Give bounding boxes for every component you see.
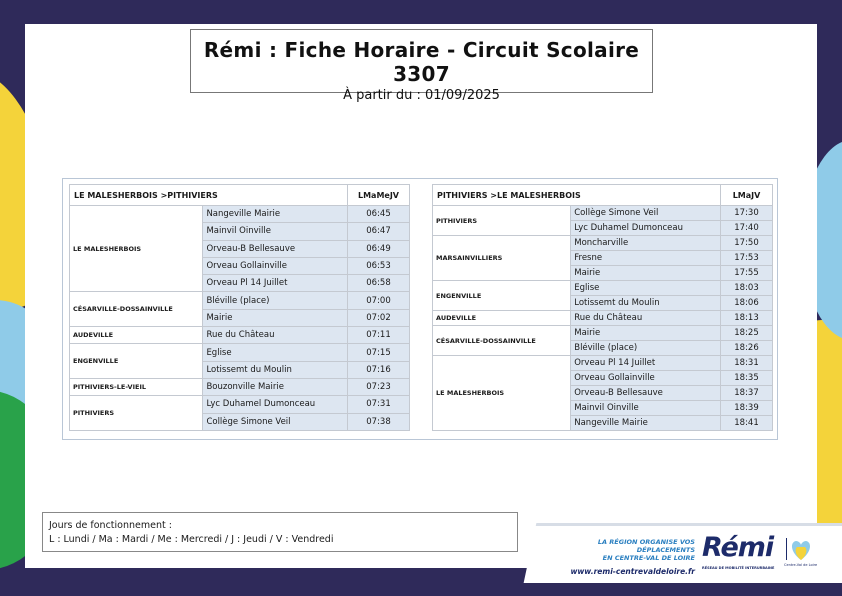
stop-name: Orveau-B Bellesauve <box>571 386 721 401</box>
timetable-body <box>70 206 410 431</box>
departure-time: 17:50 <box>721 236 773 251</box>
timetable-outbound <box>69 184 410 431</box>
table-row <box>433 356 773 371</box>
table-row <box>70 206 410 223</box>
departure-time: 07:23 <box>348 378 410 395</box>
departure-time: 17:30 <box>721 206 773 221</box>
departure-time: 17:53 <box>721 251 773 266</box>
departure-time: 18:03 <box>721 281 773 296</box>
town-name: LE MALESHERBOIS <box>70 206 203 292</box>
stop-name: Mairie <box>571 326 721 341</box>
timetable-return <box>432 184 773 431</box>
stop-name: Orveau Gollainville <box>203 257 348 274</box>
town-name: CÉSARVILLE-DOSSAINVILLE <box>70 292 203 327</box>
stop-name: Mainvil Oinville <box>571 401 721 416</box>
town-name: ENGENVILLE <box>70 344 203 379</box>
table-direction: LE MALESHERBOIS >PITHIVIERS <box>70 185 348 206</box>
departure-time: 07:11 <box>348 327 410 344</box>
town-name: LE MALESHERBOIS <box>433 356 571 431</box>
timetable-body <box>433 206 773 431</box>
departure-time: 18:13 <box>721 311 773 326</box>
departure-time: 18:31 <box>721 356 773 371</box>
table-row <box>70 292 410 309</box>
town-name: AUDEVILLE <box>70 327 203 344</box>
town-name: MARSAINVILLIERS <box>433 236 571 281</box>
legend-text: L : Lundi / Ma : Mardi / Me : Mercredi / J : Jeudi / V : Vendredi <box>49 534 334 545</box>
table-row <box>433 236 773 251</box>
stop-name: Lotissemt du Moulin <box>571 296 721 311</box>
departure-time: 18:39 <box>721 401 773 416</box>
footer-tagline <box>555 538 695 576</box>
stop-name: Eglise <box>203 344 348 361</box>
timetable-sheet <box>25 24 817 568</box>
stop-name: Orveau Gollainville <box>571 371 721 386</box>
town-name: CÉSARVILLE-DOSSAINVILLE <box>433 326 571 356</box>
departure-time: 06:53 <box>348 257 410 274</box>
remi-logo-subtitle: RÉSEAU DE MOBILITÉ INTERURBAINE <box>702 566 775 570</box>
stop-name: Orveau-B Bellesauve <box>203 240 348 257</box>
table-row <box>433 206 773 221</box>
stop-name: Nangeville Mairie <box>571 416 721 431</box>
departure-time: 18:37 <box>721 386 773 401</box>
table-days-header: LMaJV <box>721 185 773 206</box>
stop-name: Collège Simone Veil <box>571 206 721 221</box>
title-box <box>190 29 653 103</box>
departure-time: 07:38 <box>348 413 410 430</box>
town-name: PITHIVIERS-LE-VIEIL <box>70 378 203 395</box>
stop-name: Lotissemt du Moulin <box>203 361 348 378</box>
departure-time: 18:26 <box>721 341 773 356</box>
stop-name: Fresne <box>571 251 721 266</box>
stop-name: Mairie <box>203 309 348 326</box>
departure-time: 07:02 <box>348 309 410 326</box>
stop-name: Orveau Pl 14 Juillet <box>203 275 348 292</box>
region-label: Centre-Val de Loire <box>784 563 818 567</box>
stop-name: Nangeville Mairie <box>203 206 348 223</box>
stop-name: Orveau Pl 14 Juillet <box>571 356 721 371</box>
stop-name: Bléville (place) <box>203 292 348 309</box>
stop-name: Bléville (place) <box>571 341 721 356</box>
legend-title: Jours de fonctionnement : <box>49 520 172 531</box>
table-row <box>70 378 410 395</box>
departure-time: 06:58 <box>348 275 410 292</box>
town-name: ENGENVILLE <box>433 281 571 311</box>
stop-name: Mainvil Oinville <box>203 223 348 240</box>
departure-time: 07:16 <box>348 361 410 378</box>
table-row <box>70 344 410 361</box>
footer-line2: EN CENTRE-VAL DE LOIRE <box>602 554 695 562</box>
departure-time: 07:31 <box>348 396 410 413</box>
timetables-frame <box>62 178 778 440</box>
page-title: Rémi : Fiche Horaire - Circuit Scolaire 3307 <box>203 38 640 86</box>
stop-name: Bouzonville Mairie <box>203 378 348 395</box>
departure-time: 18:06 <box>721 296 773 311</box>
stop-name: Collège Simone Veil <box>203 413 348 430</box>
footer-line1: LA RÉGION ORGANISE VOS DÉPLACEMENTS <box>597 538 695 554</box>
page-subtitle: À partir du : 01/09/2025 <box>343 88 500 103</box>
stop-name: Rue du Château <box>571 311 721 326</box>
table-row <box>433 281 773 296</box>
table-row <box>433 326 773 341</box>
stop-name: Moncharville <box>571 236 721 251</box>
departure-time: 06:49 <box>348 240 410 257</box>
departure-time: 17:40 <box>721 221 773 236</box>
departure-time: 06:45 <box>348 206 410 223</box>
stop-name: Lyc Duhamel Dumonceau <box>571 221 721 236</box>
departure-time: 07:15 <box>348 344 410 361</box>
stop-name: Eglise <box>571 281 721 296</box>
table-row <box>70 327 410 344</box>
table-row <box>70 396 410 413</box>
operating-days-legend <box>42 512 518 552</box>
remi-logo: Rémi <box>702 532 774 563</box>
table-days-header: LMaMeJV <box>348 185 410 206</box>
departure-time: 18:41 <box>721 416 773 431</box>
town-name: PITHIVIERS <box>433 206 571 236</box>
stop-name: Rue du Château <box>203 327 348 344</box>
town-name: PITHIVIERS <box>70 396 203 431</box>
town-name: AUDEVILLE <box>433 311 571 326</box>
departure-time: 17:55 <box>721 266 773 281</box>
departure-time: 18:35 <box>721 371 773 386</box>
table-direction: PITHIVIERS >LE MALESHERBOIS <box>433 185 721 206</box>
departure-time: 06:47 <box>348 223 410 240</box>
table-row <box>433 311 773 326</box>
stop-name: Mairie <box>571 266 721 281</box>
stop-name: Lyc Duhamel Dumonceau <box>203 396 348 413</box>
departure-time: 18:25 <box>721 326 773 341</box>
departure-time: 07:00 <box>348 292 410 309</box>
region-heart-icon <box>786 536 816 564</box>
footer-url-link[interactable]: www.remi-centrevaldeloire.fr <box>570 567 695 576</box>
